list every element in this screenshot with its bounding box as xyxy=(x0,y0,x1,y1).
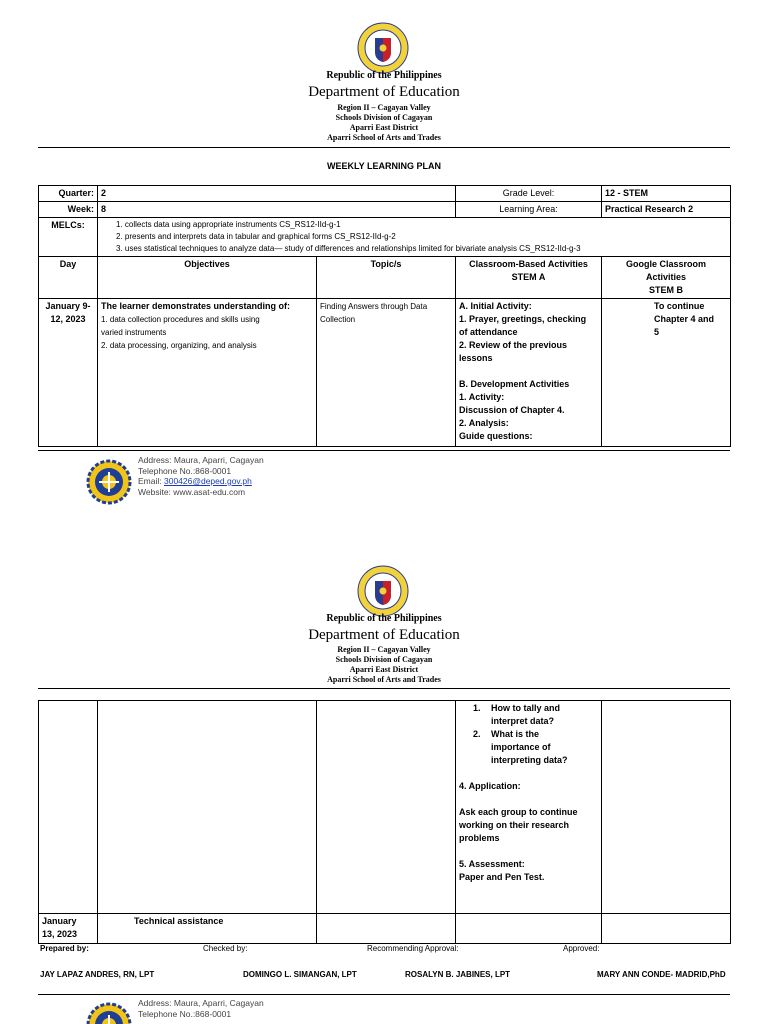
activity-line: 2. Review of the previous xyxy=(459,340,568,350)
header-line: Classroom-Based Activities xyxy=(469,259,588,269)
activity-line: Ask each group to continue xyxy=(459,807,578,817)
day-cell xyxy=(39,299,98,447)
activity-line: 1. Prayer, greetings, checking xyxy=(459,314,587,324)
melc-item: 3. uses statistical techniques to analyze data— study of differences and relationships limited for bivariate analysis CS_RS12-IId-g-3 xyxy=(116,244,581,253)
recommending-approval-name: ROSALYN B. JABINES, LPT xyxy=(405,970,511,979)
approved-label: Approved: xyxy=(563,944,600,953)
plan-row-2 xyxy=(39,914,731,944)
gc-line: 5 xyxy=(654,327,660,337)
question-line: interpreting data? xyxy=(491,755,568,765)
question-text xyxy=(491,702,560,728)
address-line: Address: Maura, Aparri, Cagayan xyxy=(138,998,264,1008)
contact-lines xyxy=(138,455,264,497)
melc-item: 1. collects data using appropriate instruments CS_RS12-IId-g-1 xyxy=(116,220,341,229)
republic-heading: Republic of the Philippines xyxy=(326,70,442,81)
melc-item: 2. presents and interprets data in tabular and graphical forms CS_RS12-IId-g-2 xyxy=(116,232,396,241)
contact-footer xyxy=(86,455,406,505)
address-line: Address: Maura, Aparri, Cagayan xyxy=(138,455,264,465)
question-number: 1. xyxy=(473,703,481,713)
quarter-row xyxy=(39,186,731,202)
plan-row-continued xyxy=(39,701,731,914)
day-cell xyxy=(39,701,98,914)
website-line: Website: www.asat-edu.com xyxy=(138,486,246,497)
checked-by-label: Checked by: xyxy=(203,944,248,953)
objective-line: varied instruments xyxy=(101,328,167,337)
prepared-by-label: Prepared by: xyxy=(40,944,89,953)
gc-line: To continue xyxy=(654,301,705,311)
prepared-by-name: JAY LAPAZ ANDRES, RN, LPT xyxy=(40,970,155,979)
header-line: Google Classroom xyxy=(626,259,707,269)
objective-line: The learner demonstrates understanding of: xyxy=(101,301,291,311)
topics-column-header: Topic/s xyxy=(317,257,456,299)
school-line: Aparri School of Arts and Trades xyxy=(327,133,441,142)
region-line: Region II – Cagayan Valley xyxy=(337,645,431,654)
telephone-line: Telephone No.:868-0001 xyxy=(138,465,232,476)
email-link[interactable]: 300426@deped.gov.ph xyxy=(163,476,252,486)
learning-plan-table xyxy=(38,185,731,447)
day-cell xyxy=(39,914,98,944)
district-line: Aparri East District xyxy=(349,665,419,674)
district-line: Aparri East District xyxy=(349,123,419,132)
contact-footer xyxy=(86,998,406,1024)
header-rule xyxy=(38,147,730,148)
question-line: interpret data? xyxy=(491,716,555,726)
division-line: Schools Division of Cagayan xyxy=(335,655,433,664)
melcs-content xyxy=(98,218,731,257)
quarter-value: 2 xyxy=(98,186,456,202)
activity-line: 2. Analysis: xyxy=(459,418,509,428)
learning-area-value: Practical Research 2 xyxy=(602,202,731,218)
activity-line: Guide questions: xyxy=(459,431,533,441)
day-line: January 9- xyxy=(45,301,91,311)
topic-line: Finding Answers through Data xyxy=(320,302,428,311)
question-line: What is the xyxy=(491,729,540,739)
melcs-row xyxy=(39,218,731,257)
activity-line: 1. Activity: xyxy=(459,392,505,402)
department-heading: Department of Education xyxy=(308,84,460,100)
activity-line: 5. Assessment: xyxy=(459,859,525,869)
contact-lines xyxy=(138,998,264,1019)
school-line: Aparri School of Arts and Trades xyxy=(327,675,441,684)
topic-line: Collection xyxy=(320,315,356,324)
technical-assistance-cell: Technical assistance xyxy=(98,914,317,944)
google-classroom-header xyxy=(602,257,731,299)
activities-cell xyxy=(456,299,602,447)
activity-line: B. Development Activities xyxy=(459,379,570,389)
question-number: 2. xyxy=(473,729,481,739)
question-item xyxy=(459,728,598,767)
column-header-row xyxy=(39,257,731,299)
objectives-cell xyxy=(98,299,317,447)
email-line xyxy=(138,476,264,487)
google-classroom-cell xyxy=(602,914,731,944)
grade-level-label: Grade Level: xyxy=(456,186,602,202)
deped-seal-logo xyxy=(357,22,409,74)
activity-line: Paper and Pen Test. xyxy=(459,872,545,882)
google-classroom-cell xyxy=(602,701,731,914)
approved-name: MARY ANN CONDE- MADRID,PhD xyxy=(597,970,726,979)
school-gear-logo xyxy=(86,1002,132,1024)
objective-line: 2. data processing, organizing, and analysis xyxy=(101,341,257,350)
activity-line: Discussion of Chapter 4. xyxy=(459,405,565,415)
republic-heading: Republic of the Philippines xyxy=(326,613,442,624)
week-row xyxy=(39,202,731,218)
activity-line: problems xyxy=(459,833,500,843)
email-label: Email: xyxy=(138,476,164,486)
question-line: How to tally and xyxy=(491,703,561,713)
header-line: STEM A xyxy=(511,272,546,282)
activity-line: working on their research xyxy=(459,820,570,830)
question-item xyxy=(459,702,598,728)
melcs-label: MELCs: xyxy=(39,218,98,257)
activity-line: 4. Application: xyxy=(459,781,521,791)
gc-line: Chapter 4 and xyxy=(654,314,715,324)
week-value: 8 xyxy=(98,202,456,218)
footer-rule xyxy=(38,450,730,451)
checked-by-name: DOMINGO L. SIMANGAN, LPT xyxy=(243,970,357,979)
recommending-approval-label: Recommending Approval: xyxy=(367,944,459,953)
plan-row xyxy=(39,299,731,447)
learning-area-label: Learning Area: xyxy=(456,202,602,218)
topic-cell xyxy=(317,914,456,944)
topic-cell xyxy=(317,701,456,914)
header-line: STEM B xyxy=(649,285,684,295)
classroom-activities-header xyxy=(456,257,602,299)
objectives-cell xyxy=(98,701,317,914)
learning-plan-table-continued xyxy=(38,700,731,944)
question-line: importance of xyxy=(491,742,551,752)
week-label: Week: xyxy=(39,202,98,218)
grade-level-value: 12 - STEM xyxy=(602,186,731,202)
header-line: Activities xyxy=(646,272,687,282)
division-line: Schools Division of Cagayan xyxy=(335,113,433,122)
activities-cell xyxy=(456,914,602,944)
day-line: 12, 2023 xyxy=(50,314,86,324)
objectives-column-header: Objectives xyxy=(98,257,317,299)
plan-title: WEEKLY LEARNING PLAN xyxy=(326,161,441,171)
activity-line: of attendance xyxy=(459,327,518,337)
quarter-label: Quarter: xyxy=(39,186,98,202)
question-text xyxy=(491,728,568,767)
activity-line: A. Initial Activity: xyxy=(459,301,532,311)
region-line: Region II – Cagayan Valley xyxy=(337,103,431,112)
deped-seal-logo xyxy=(357,565,409,617)
footer-rule xyxy=(38,994,730,995)
day-column-header: Day xyxy=(39,257,98,299)
school-gear-logo xyxy=(86,459,132,505)
day-line: 13, 2023 xyxy=(42,929,78,939)
telephone-line: Telephone No.:868-0001 xyxy=(138,1008,232,1019)
activity-line: lessons xyxy=(459,353,493,363)
header-rule xyxy=(38,688,730,689)
google-classroom-cell xyxy=(602,299,731,447)
day-line: January xyxy=(42,916,77,926)
activities-cell xyxy=(456,701,602,914)
department-heading: Department of Education xyxy=(308,627,460,643)
topic-cell xyxy=(317,299,456,447)
objective-line: 1. data collection procedures and skills using xyxy=(101,315,260,324)
